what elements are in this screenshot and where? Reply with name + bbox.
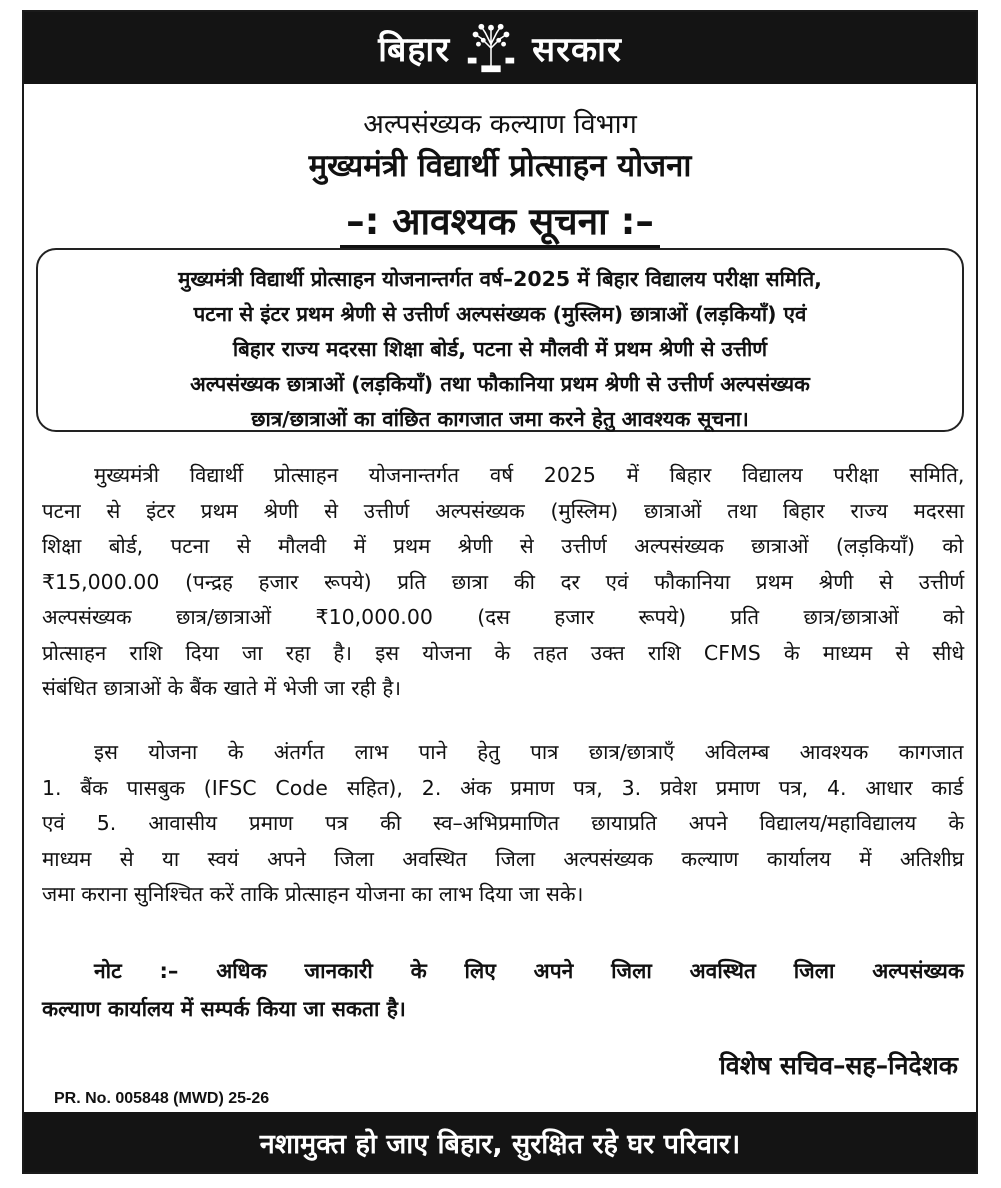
paragraph-line: संबंधित छात्राओं के बैंक खाते में भेजी जा रही है। xyxy=(42,676,401,700)
paragraph-line: इस योजना के अंतर्गत लाभ पाने हेतु पात्र छात्र/छात्राएँ अविलम्ब आवश्यक कागजात xyxy=(94,740,964,764)
header-bar xyxy=(24,12,976,84)
footer-slogan: नशामुक्त हो जाए बिहार, सुरक्षित रहे घर परिवार। xyxy=(259,1128,741,1160)
paragraph-line: मुख्यमंत्री विद्यार्थी प्रोत्साहन योजनान्तर्गत वर्ष 2025 में बिहार विद्यालय परीक्षा समिति, xyxy=(94,463,965,487)
notice-frame xyxy=(22,10,978,1174)
paragraph-line: शिक्षा बोर्ड, पटना से मौलवी में प्रथम श्रेणी से उत्तीर्ण अल्पसंख्यक छात्राओं (लड़कियाँ) को xyxy=(42,534,964,558)
signature-designation: विशेष सचिव–सह–निदेशक xyxy=(719,1051,958,1080)
pr-number: PR. No. 005848 (MWD) 25-26 xyxy=(54,1090,270,1107)
paragraph-line: एवं 5. आवासीय प्रमाण पत्र की स्व–अभिप्रमाणित छायाप्रति अपने विद्यालय/महाविद्यालय के xyxy=(42,811,965,835)
summary-line: छात्र/छात्राओं का वांछित कागजात जमा करने हेतु आवश्यक सूचना। xyxy=(251,407,749,431)
footer-slogan-bar xyxy=(24,1112,976,1172)
summary-line: अल्पसंख्यक छात्राओं (लड़कियाँ) तथा फौकानिया प्रथम श्रेणी से उत्तीर्ण अल्पसंख्यक xyxy=(190,372,810,396)
notice-title: –: आवश्यक सूचना :– xyxy=(340,200,660,248)
header-left-word: बिहार xyxy=(378,30,451,70)
paragraph-line: प्रोत्साहन राशि दिया जा रहा है। इस योजना के तहत उक्त राशि CFMS के माध्यम से सीधे xyxy=(42,640,965,665)
paragraph-line: अल्पसंख्यक छात्र/छात्राओं ₹10,000.00 (दस हजार रूपये) प्रति छात्र/छात्राओं को xyxy=(42,605,965,629)
summary-box xyxy=(36,248,964,432)
header-right-word: सरकार xyxy=(532,30,622,70)
paragraph-line: पटना से इंटर प्रथम श्रेणी से उत्तीर्ण अल्पसंख्यक (मुस्लिम) छात्राओं तथा बिहार राज्य मदरसा xyxy=(42,498,965,523)
bodhi-tree-emblem-icon xyxy=(462,19,520,77)
scheme-title: मुख्यमंत्री विद्यार्थी प्रोत्साहन योजना xyxy=(308,148,692,184)
paragraph-line: 1. बैंक पासबुक (IFSC Code सहित), 2. अंक प्रमाण पत्र, 3. प्रवेश प्रमाण पत्र, 4. आधार कार्ड xyxy=(42,775,964,800)
paragraph-line: ₹15,000.00 (पन्द्रह हजार रूपये) प्रति छात्रा की दर एवं फौकानिया प्रथम श्रेणी से उत्तीर्ण xyxy=(42,569,965,594)
body-paragraph-1 xyxy=(42,458,964,707)
note-line: नोट :– अधिक जानकारी के लिए अपने जिला अवस्थित जिला अल्पसंख्यक xyxy=(94,959,964,983)
summary-line: मुख्यमंत्री विद्यार्थी प्रोत्साहन योजनान्तर्गत वर्ष–2025 में बिहार विद्यालय परीक्षा समिति, xyxy=(178,267,822,291)
note-paragraph xyxy=(42,952,964,1028)
paragraph-line: माध्यम से या स्वयं अपने जिला अवस्थित जिला अल्पसंख्यक कल्याण कार्यालय में अतिशीघ्र xyxy=(42,846,964,871)
body-paragraph-2 xyxy=(42,735,964,913)
paragraph-line: जमा कराना सुनिश्चित करें ताकि प्रोत्साहन योजना का लाभ दिया जा सके। xyxy=(42,882,584,906)
notice-heading xyxy=(24,194,976,245)
department-name: अल्पसंख्यक कल्याण विभाग xyxy=(363,109,637,140)
note-line: कल्याण कार्यालय में सम्पर्क किया जा सकता है। xyxy=(42,997,406,1021)
summary-line: पटना से इंटर प्रथम श्रेणी से उत्तीर्ण अल्पसंख्यक (मुस्लिम) छात्राओं (लड़कियाँ) एवं xyxy=(193,302,807,326)
summary-line: बिहार राज्य मदरसा शिक्षा बोर्ड, पटना से मौलवी में प्रथम श्रेणी से उत्तीर्ण xyxy=(232,337,768,361)
